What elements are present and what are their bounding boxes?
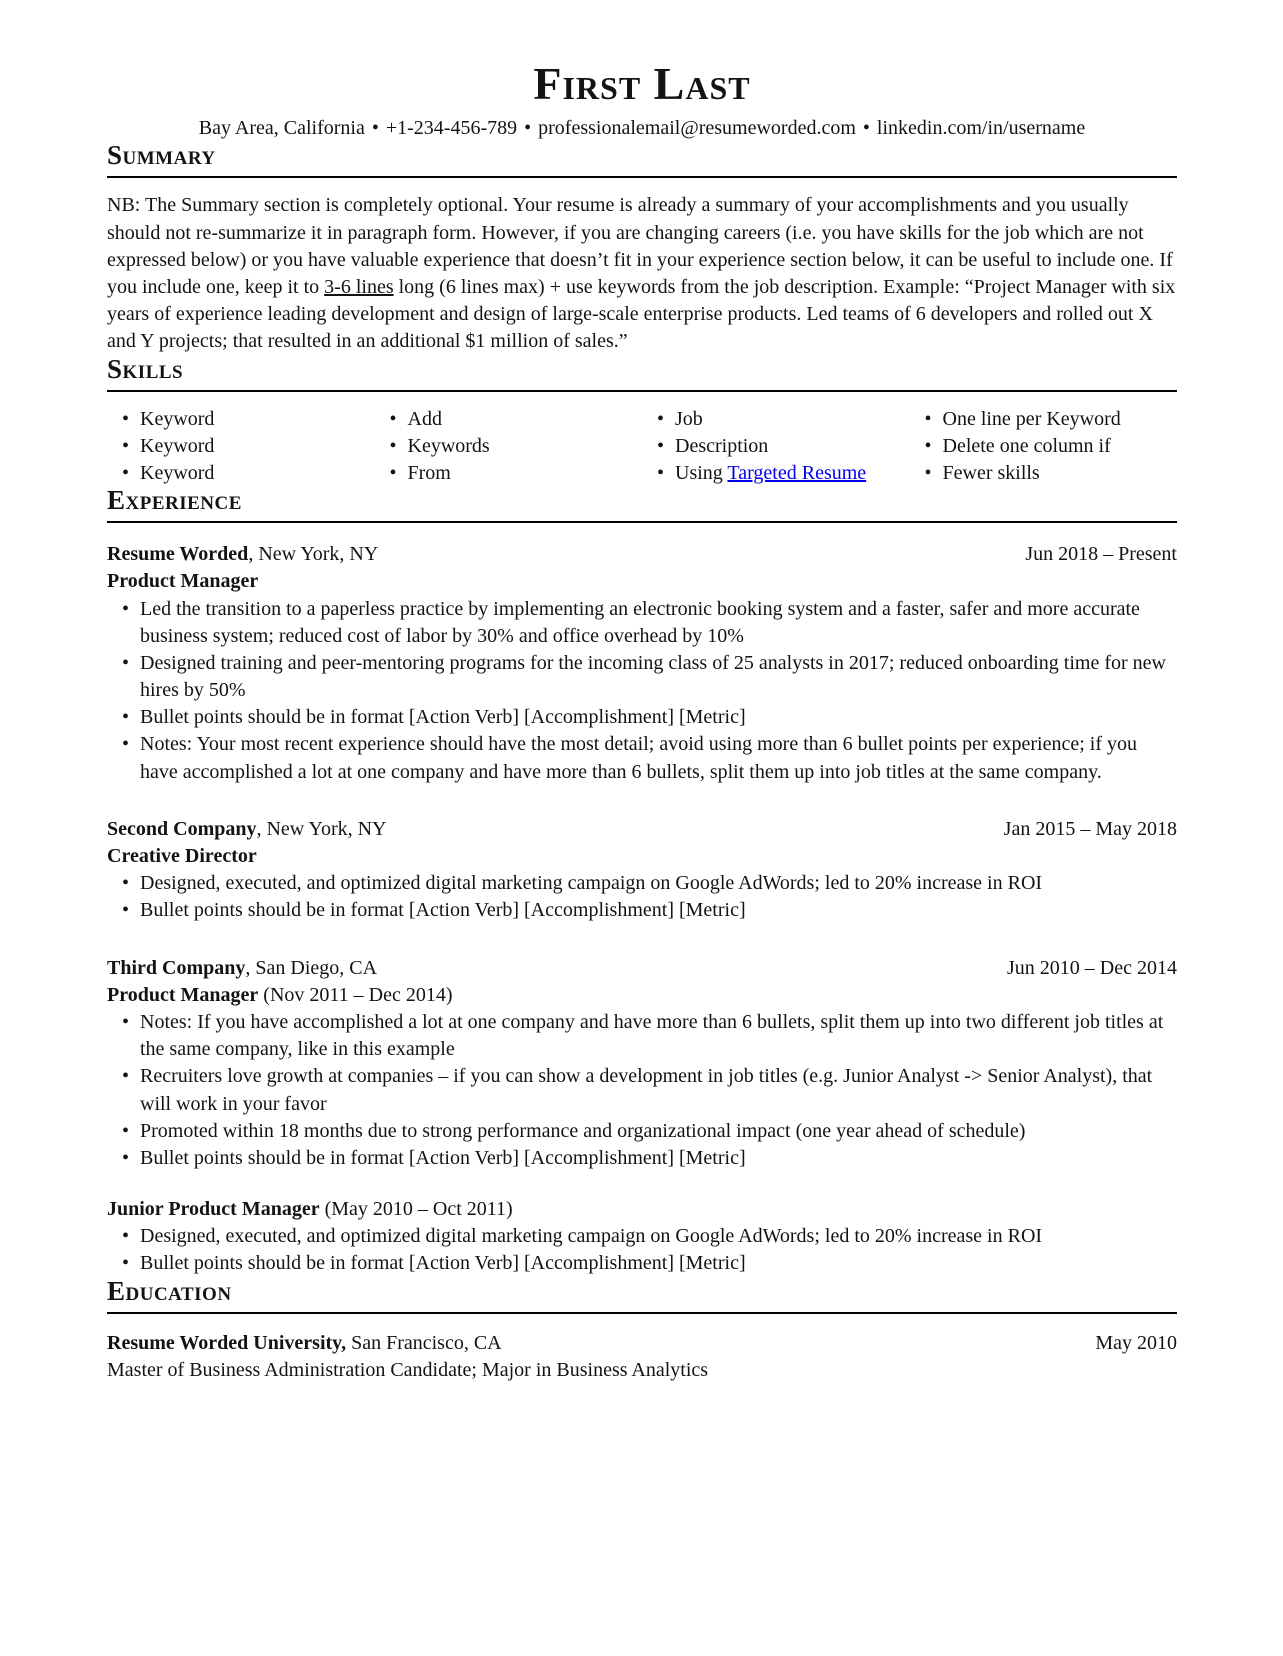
company-location: , San Diego, CA (245, 956, 378, 979)
role-bullets (107, 1009, 1177, 1172)
skill-item: • Keyword (107, 460, 375, 487)
skills-column-2 (375, 406, 643, 488)
bullet-item: • Notes: Your most recent experience should have the most detail; avoid using more than 6 bullet points per experience; if you have accomplished a lot at one company and have more than 6 bullets, split them up into job titles at the same company. (107, 731, 1177, 785)
skill-item: • One line per Keyword (910, 406, 1178, 433)
bullet-item: • Designed, executed, and optimized digital marketing campaign on Google AdWords; led to 20% increase in ROI (107, 870, 1177, 897)
bullet-item: • Bullet points should be in format [Action Verb] [Accomplishment] [Metric] (107, 1250, 1177, 1277)
job-entry (107, 955, 1177, 1278)
skill-item: • Add (375, 406, 643, 433)
role-bullets (107, 596, 1177, 786)
skill-item-prefix: Using (675, 461, 728, 484)
skill-item (642, 460, 910, 487)
contact-location: Bay Area, California (198, 117, 365, 140)
job-dates: Jun 2010 – Dec 2014 (1007, 956, 1177, 979)
education-entry (107, 1330, 1177, 1384)
section-title-experience: Experience (107, 487, 1177, 523)
skill-item: • Keyword (107, 433, 375, 460)
role-title: Product Manager (107, 983, 259, 1006)
role-title: Creative Director (107, 845, 257, 868)
bullet-item: • Promoted within 18 months due to strong performance and organizational impact (one year ahead of schedule) (107, 1118, 1177, 1145)
bullet-item: • Led the transition to a paperless practice by implementing an electronic booking system and a faster, safer and more accurate business system; reduced cost of labor by 30% and office overhead by 10% (107, 596, 1177, 650)
skill-item: • From (375, 460, 643, 487)
contact-email: professionalemail@resumeworded.com (538, 117, 856, 140)
skill-item: • Fewer skills (910, 460, 1178, 487)
bullet-item: • Bullet points should be in format [Action Verb] [Accomplishment] [Metric] (107, 1145, 1177, 1172)
bullet-item: • Bullet points should be in format [Action Verb] [Accomplishment] [Metric] (107, 704, 1177, 731)
company-line (107, 955, 377, 982)
role-title: Junior Product Manager (107, 1198, 320, 1221)
skill-item: • Keyword (107, 406, 375, 433)
skill-item: • Keywords (375, 433, 643, 460)
job-entry (107, 816, 1177, 925)
company-name: Second Company (107, 817, 257, 840)
summary-paragraph (107, 192, 1177, 355)
bullet-item: • Designed, executed, and optimized digital marketing campaign on Google AdWords; led to 20% increase in ROI (107, 1223, 1177, 1250)
separator-dot: • (371, 117, 379, 140)
school-line (107, 1330, 502, 1357)
company-line (107, 541, 378, 568)
education-dates: May 2010 (1095, 1331, 1177, 1354)
skills-column-1 (107, 406, 375, 488)
bullet-item: • Recruiters love growth at companies – if you can show a development in job titles (e.g. Junior Analyst -> Senior Analyst), that will work in your favor (107, 1063, 1177, 1117)
school-name: Resume Worded University, (107, 1331, 347, 1354)
skill-item: • Description (642, 433, 910, 460)
candidate-name: First Last (533, 58, 751, 109)
section-title-skills: Skills (107, 356, 1177, 392)
contact-linkedin: linkedin.com/in/username (876, 117, 1086, 140)
school-location: San Francisco, CA (346, 1331, 502, 1354)
company-name: Third Company (107, 956, 246, 979)
role-entry (107, 568, 1177, 786)
job-dates: Jun 2018 – Present (1025, 543, 1177, 566)
skill-item: • Job (642, 406, 910, 433)
role-dates-suffix: (May 2010 – Oct 2011) (319, 1198, 513, 1221)
targeted-resume-link[interactable]: Targeted Resume (727, 461, 867, 484)
section-title-education: Education (107, 1278, 1177, 1314)
skills-grid (107, 406, 1177, 488)
role-title: Product Manager (107, 570, 259, 593)
summary-text-before: NB: The Summary section is completely optional. Your resume is already a summary of your accomplishments and you usually should not re-summarize it in paragraph form. However, if you are changing careers (i.e. you have skills for the job which are not expressed below) or you have valuable experience that doesn’t fit in your experience section below, it can be useful to include one. If you include one, keep it to (107, 194, 1173, 299)
skill-item: • Delete one column if (910, 433, 1178, 460)
role-entry (107, 843, 1177, 925)
separator-dot: • (524, 117, 532, 140)
degree-line: Master of Business Administration Candidate; Major in Business Analytics (107, 1358, 709, 1381)
summary-text-after: long (6 lines max) + use keywords from the job description. Example: “Project Manager with six years of experience leading development and design of large-scale enterprise products. Led teams of 6 developers and rolled out X and Y projects; that resulted in an additional $1 million of sales.” (107, 276, 1176, 353)
role-bullets (107, 870, 1177, 924)
job-entry (107, 541, 1177, 786)
skills-column-4 (910, 406, 1178, 488)
company-line (107, 816, 387, 843)
bullet-item: • Notes: If you have accomplished a lot at one company and have more than 6 bullets, split them up into two different job titles at the same company, like in this example (107, 1009, 1177, 1063)
company-name: Resume Worded (107, 543, 249, 566)
role-dates-suffix: (Nov 2011 – Dec 2014) (258, 983, 453, 1006)
role-bullets (107, 1223, 1177, 1277)
skills-column-3 (642, 406, 910, 488)
section-title-summary: Summary (107, 142, 1177, 178)
separator-dot: • (862, 117, 870, 140)
company-location: , New York, NY (256, 817, 387, 840)
job-dates: Jan 2015 – May 2018 (1003, 817, 1177, 840)
bullet-item: • Designed training and peer-mentoring programs for the incoming class of 25 analysts in 2017; reduced onboarding time for new hires by 50% (107, 650, 1177, 704)
role-entry (107, 982, 1177, 1172)
role-entry (107, 1196, 1177, 1278)
summary-underlined-phrase: 3-6 lines (324, 276, 394, 299)
resume-header (107, 60, 1177, 142)
contact-phone: +1-234-456-789 (385, 117, 518, 140)
bullet-item: • Bullet points should be in format [Action Verb] [Accomplishment] [Metric] (107, 897, 1177, 924)
company-location: , New York, NY (248, 543, 379, 566)
contact-line (107, 115, 1177, 142)
